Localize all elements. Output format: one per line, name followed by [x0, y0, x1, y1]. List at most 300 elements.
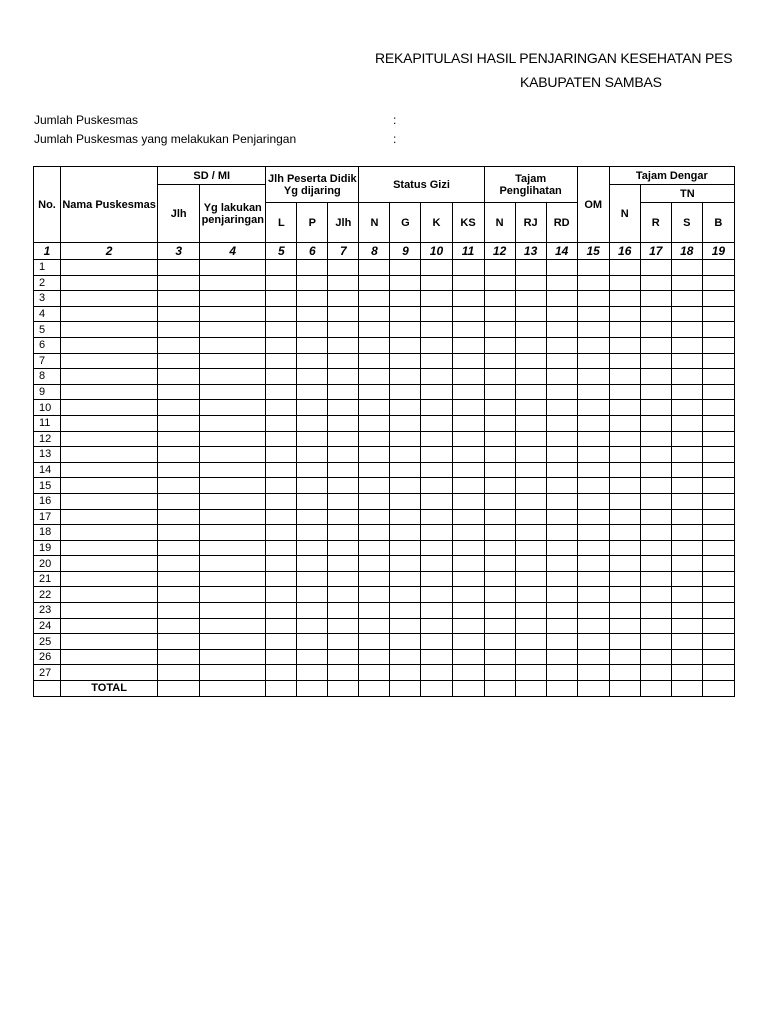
empty-data-cell [61, 603, 158, 619]
empty-data-cell [359, 275, 390, 291]
jumlah-puskesmas-colon: : [393, 113, 397, 127]
empty-data-cell [702, 400, 734, 416]
header-nama-puskesmas: Nama Puskesmas [61, 167, 158, 243]
empty-data-cell [297, 571, 328, 587]
header-om: OM [577, 167, 609, 243]
empty-data-cell [266, 556, 297, 572]
jumlah-penjaringan-colon: : [393, 132, 397, 146]
header-yg-lakukan-penjaringan: Yg lakukan penjaringan [200, 185, 266, 243]
row-number-cell: 25 [34, 634, 61, 650]
empty-data-cell [452, 618, 484, 634]
empty-data-cell [452, 493, 484, 509]
table-row [34, 556, 735, 572]
row-number-cell: 7 [34, 353, 61, 369]
empty-data-cell [421, 431, 452, 447]
empty-data-cell [297, 415, 328, 431]
empty-data-cell [577, 337, 609, 353]
empty-data-cell [61, 415, 158, 431]
empty-data-cell [671, 462, 702, 478]
jumlah-penjaringan-label: Jumlah Puskesmas yang melakukan Penjaringan [34, 132, 297, 146]
header-penglihatan-n: N [484, 203, 515, 243]
empty-data-cell [297, 337, 328, 353]
table-row [34, 353, 735, 369]
empty-data-cell [671, 260, 702, 276]
empty-data-cell [484, 306, 515, 322]
empty-data-cell [515, 275, 546, 291]
empty-data-cell [390, 322, 421, 338]
empty-data-cell [328, 525, 359, 541]
empty-data-cell [577, 556, 609, 572]
empty-data-cell [200, 618, 266, 634]
empty-data-cell [702, 337, 734, 353]
empty-data-cell [640, 462, 671, 478]
header-tajam-dengar: Tajam Dengar [609, 167, 734, 185]
empty-data-cell [515, 447, 546, 463]
empty-data-cell [359, 322, 390, 338]
empty-data-cell [421, 587, 452, 603]
row-number-cell: 9 [34, 384, 61, 400]
empty-data-cell [61, 665, 158, 681]
empty-data-cell [671, 415, 702, 431]
row-number-cell: 19 [34, 540, 61, 556]
empty-data-cell [484, 525, 515, 541]
empty-data-cell [640, 384, 671, 400]
column-number-cell: 11 [452, 243, 484, 260]
empty-data-cell [158, 634, 200, 650]
empty-data-cell [359, 665, 390, 681]
empty-data-cell [266, 384, 297, 400]
table-row [34, 275, 735, 291]
empty-data-cell [328, 337, 359, 353]
empty-data-cell [359, 291, 390, 307]
empty-data-cell [158, 384, 200, 400]
empty-data-cell [702, 353, 734, 369]
empty-data-cell [546, 400, 577, 416]
empty-data-cell [484, 275, 515, 291]
empty-data-cell [421, 260, 452, 276]
empty-data-cell [640, 415, 671, 431]
empty-data-cell [609, 571, 640, 587]
empty-data-cell [577, 603, 609, 619]
empty-data-cell [577, 275, 609, 291]
header-l: L [266, 203, 297, 243]
empty-data-cell [297, 618, 328, 634]
column-number-cell: 13 [515, 243, 546, 260]
empty-data-cell [421, 493, 452, 509]
empty-data-cell [390, 415, 421, 431]
empty-data-cell [266, 587, 297, 603]
empty-data-cell [158, 540, 200, 556]
empty-total-cell [577, 681, 609, 697]
empty-data-cell [390, 603, 421, 619]
empty-data-cell [266, 509, 297, 525]
empty-data-cell [200, 478, 266, 494]
empty-total-cell [452, 681, 484, 697]
empty-data-cell [484, 431, 515, 447]
empty-data-cell [546, 291, 577, 307]
empty-data-cell [702, 384, 734, 400]
row-number-cell: 26 [34, 649, 61, 665]
empty-data-cell [546, 415, 577, 431]
empty-data-cell [359, 260, 390, 276]
empty-data-cell [609, 306, 640, 322]
row-number-cell: 17 [34, 509, 61, 525]
empty-data-cell [266, 540, 297, 556]
empty-data-cell [484, 540, 515, 556]
empty-data-cell [61, 556, 158, 572]
empty-data-cell [61, 275, 158, 291]
empty-data-cell [702, 634, 734, 650]
empty-data-cell [390, 540, 421, 556]
empty-data-cell [421, 618, 452, 634]
empty-data-cell [577, 587, 609, 603]
empty-data-cell [328, 462, 359, 478]
empty-data-cell [297, 291, 328, 307]
empty-data-cell [577, 322, 609, 338]
empty-data-cell [266, 275, 297, 291]
empty-data-cell [671, 431, 702, 447]
empty-data-cell [200, 369, 266, 385]
empty-data-cell [61, 493, 158, 509]
empty-data-cell [515, 400, 546, 416]
empty-data-cell [421, 322, 452, 338]
empty-data-cell [297, 493, 328, 509]
empty-data-cell [421, 525, 452, 541]
empty-data-cell [484, 260, 515, 276]
empty-data-cell [359, 353, 390, 369]
empty-data-cell [266, 260, 297, 276]
empty-data-cell [609, 291, 640, 307]
column-number-row [34, 243, 735, 260]
empty-data-cell [671, 493, 702, 509]
header-dengar-n: N [609, 185, 640, 243]
empty-data-cell [577, 509, 609, 525]
empty-data-cell [609, 525, 640, 541]
empty-data-cell [200, 525, 266, 541]
empty-data-cell [609, 260, 640, 276]
empty-data-cell [297, 306, 328, 322]
empty-data-cell [390, 260, 421, 276]
empty-data-cell [640, 322, 671, 338]
empty-data-cell [546, 306, 577, 322]
row-number-cell: 4 [34, 306, 61, 322]
column-number-cell: 1 [34, 243, 61, 260]
empty-data-cell [390, 431, 421, 447]
header-gizi-g: G [390, 203, 421, 243]
empty-data-cell [158, 665, 200, 681]
empty-data-cell [702, 493, 734, 509]
empty-data-cell [640, 369, 671, 385]
empty-data-cell [609, 447, 640, 463]
empty-data-cell [546, 275, 577, 291]
empty-data-cell [328, 556, 359, 572]
empty-data-cell [484, 291, 515, 307]
table-row [34, 400, 735, 416]
empty-data-cell [640, 525, 671, 541]
empty-data-cell [200, 462, 266, 478]
row-number-cell: 2 [34, 275, 61, 291]
header-jlh-peserta-didik: Jlh Peserta Didik Yg dijaring [266, 167, 359, 203]
empty-data-cell [546, 337, 577, 353]
table-row [34, 415, 735, 431]
empty-data-cell [515, 353, 546, 369]
empty-data-cell [421, 571, 452, 587]
empty-data-cell [359, 493, 390, 509]
empty-data-cell [702, 571, 734, 587]
empty-data-cell [609, 431, 640, 447]
row-number-cell: 27 [34, 665, 61, 681]
empty-data-cell [577, 493, 609, 509]
empty-total-cell [200, 681, 266, 697]
empty-data-cell [328, 634, 359, 650]
empty-data-cell [158, 603, 200, 619]
empty-data-cell [671, 603, 702, 619]
empty-data-cell [421, 478, 452, 494]
empty-data-cell [640, 431, 671, 447]
empty-data-cell [266, 431, 297, 447]
header-tn-r: R [640, 203, 671, 243]
empty-data-cell [702, 462, 734, 478]
empty-data-cell [484, 415, 515, 431]
empty-data-cell [546, 447, 577, 463]
empty-data-cell [609, 649, 640, 665]
empty-data-cell [421, 415, 452, 431]
empty-data-cell [609, 337, 640, 353]
total-row [34, 681, 735, 697]
empty-data-cell [266, 665, 297, 681]
empty-data-cell [577, 571, 609, 587]
empty-data-cell [390, 400, 421, 416]
empty-data-cell [452, 509, 484, 525]
empty-data-cell [61, 447, 158, 463]
empty-data-cell [297, 587, 328, 603]
empty-data-cell [515, 665, 546, 681]
empty-data-cell [702, 665, 734, 681]
row-number-cell: 6 [34, 337, 61, 353]
empty-data-cell [359, 649, 390, 665]
row-number-cell: 18 [34, 525, 61, 541]
empty-data-cell [359, 556, 390, 572]
report-title-line-2: KABUPATEN SAMBAS [520, 74, 662, 90]
empty-data-cell [200, 571, 266, 587]
empty-data-cell [297, 462, 328, 478]
empty-total-cell [484, 681, 515, 697]
empty-data-cell [702, 509, 734, 525]
empty-data-cell [577, 260, 609, 276]
empty-data-cell [297, 275, 328, 291]
empty-data-cell [577, 478, 609, 494]
empty-data-cell [328, 603, 359, 619]
empty-data-cell [158, 493, 200, 509]
empty-data-cell [515, 571, 546, 587]
empty-data-cell [452, 369, 484, 385]
empty-data-cell [546, 618, 577, 634]
empty-data-cell [609, 509, 640, 525]
empty-data-cell [640, 665, 671, 681]
header-gizi-n: N [359, 203, 390, 243]
empty-data-cell [671, 571, 702, 587]
empty-data-cell [390, 509, 421, 525]
empty-data-cell [328, 493, 359, 509]
empty-data-cell [328, 540, 359, 556]
table-row [34, 509, 735, 525]
empty-data-cell [546, 509, 577, 525]
empty-data-cell [61, 634, 158, 650]
empty-data-cell [452, 525, 484, 541]
column-number-cell: 2 [61, 243, 158, 260]
empty-total-cell [546, 681, 577, 697]
empty-data-cell [671, 618, 702, 634]
empty-data-cell [158, 291, 200, 307]
empty-data-cell [200, 322, 266, 338]
empty-data-cell [359, 525, 390, 541]
empty-data-cell [702, 478, 734, 494]
empty-total-cell [609, 681, 640, 697]
empty-data-cell [484, 353, 515, 369]
empty-data-cell [200, 431, 266, 447]
empty-data-cell [609, 618, 640, 634]
empty-data-cell [484, 369, 515, 385]
empty-data-cell [640, 291, 671, 307]
row-number-cell: 15 [34, 478, 61, 494]
empty-data-cell [671, 322, 702, 338]
empty-data-cell [702, 649, 734, 665]
empty-data-cell [609, 603, 640, 619]
table-row [34, 369, 735, 385]
table-row [34, 306, 735, 322]
empty-data-cell [266, 462, 297, 478]
empty-data-cell [671, 525, 702, 541]
empty-total-cell [390, 681, 421, 697]
empty-data-cell [671, 337, 702, 353]
empty-data-cell [200, 353, 266, 369]
empty-data-cell [515, 337, 546, 353]
empty-data-cell [484, 384, 515, 400]
empty-data-cell [484, 493, 515, 509]
empty-data-cell [266, 478, 297, 494]
empty-data-cell [577, 306, 609, 322]
empty-data-cell [61, 337, 158, 353]
empty-data-cell [452, 353, 484, 369]
empty-data-cell [577, 649, 609, 665]
rekap-table [33, 166, 735, 697]
empty-data-cell [484, 603, 515, 619]
empty-data-cell [702, 447, 734, 463]
empty-data-cell [297, 649, 328, 665]
empty-data-cell [609, 665, 640, 681]
empty-data-cell [702, 525, 734, 541]
empty-data-cell [452, 603, 484, 619]
column-number-cell: 14 [546, 243, 577, 260]
empty-data-cell [640, 509, 671, 525]
empty-data-cell [390, 571, 421, 587]
empty-data-cell [546, 384, 577, 400]
empty-data-cell [546, 556, 577, 572]
empty-data-cell [328, 306, 359, 322]
row-number-cell: 12 [34, 431, 61, 447]
empty-data-cell [200, 400, 266, 416]
empty-data-cell [390, 556, 421, 572]
empty-data-cell [421, 291, 452, 307]
header-sd-mi: SD / MI [158, 167, 266, 185]
empty-data-cell [484, 322, 515, 338]
empty-data-cell [61, 260, 158, 276]
table-row [34, 493, 735, 509]
empty-data-cell [328, 291, 359, 307]
empty-data-cell [200, 634, 266, 650]
empty-data-cell [328, 649, 359, 665]
empty-data-cell [671, 540, 702, 556]
empty-data-cell [200, 587, 266, 603]
empty-data-cell [452, 587, 484, 603]
empty-data-cell [359, 462, 390, 478]
empty-data-cell [546, 322, 577, 338]
empty-data-cell [390, 493, 421, 509]
row-number-cell: 21 [34, 571, 61, 587]
empty-data-cell [640, 634, 671, 650]
empty-data-cell [546, 369, 577, 385]
empty-data-cell [61, 618, 158, 634]
empty-data-cell [266, 322, 297, 338]
empty-data-cell [609, 478, 640, 494]
empty-data-cell [452, 649, 484, 665]
table-row [34, 618, 735, 634]
empty-data-cell [266, 571, 297, 587]
empty-data-cell [421, 337, 452, 353]
empty-data-cell [452, 337, 484, 353]
empty-data-cell [421, 634, 452, 650]
empty-data-cell [297, 447, 328, 463]
table-row [34, 603, 735, 619]
empty-data-cell [421, 665, 452, 681]
column-number-cell: 19 [702, 243, 734, 260]
empty-data-cell [671, 275, 702, 291]
empty-data-cell [390, 384, 421, 400]
table-row [34, 291, 735, 307]
empty-data-cell [452, 322, 484, 338]
row-number-cell: 5 [34, 322, 61, 338]
empty-data-cell [359, 384, 390, 400]
empty-data-cell [452, 400, 484, 416]
table-row [34, 384, 735, 400]
empty-data-cell [421, 509, 452, 525]
empty-data-cell [546, 649, 577, 665]
empty-data-cell [515, 431, 546, 447]
header-tn: TN [640, 185, 734, 203]
row-number-cell: 14 [34, 462, 61, 478]
empty-total-cell [328, 681, 359, 697]
empty-data-cell [158, 353, 200, 369]
empty-data-cell [61, 291, 158, 307]
empty-total-cell [266, 681, 297, 697]
empty-data-cell [328, 618, 359, 634]
empty-data-cell [609, 415, 640, 431]
jumlah-puskesmas-label: Jumlah Puskesmas [34, 113, 139, 127]
header-p: P [297, 203, 328, 243]
empty-data-cell [515, 369, 546, 385]
empty-data-cell [328, 587, 359, 603]
empty-data-cell [390, 353, 421, 369]
empty-data-cell [484, 556, 515, 572]
empty-data-cell [609, 400, 640, 416]
empty-data-cell [359, 571, 390, 587]
table-body [34, 243, 735, 697]
empty-data-cell [546, 540, 577, 556]
table-row [34, 525, 735, 541]
empty-data-cell [297, 260, 328, 276]
column-number-cell: 8 [359, 243, 390, 260]
empty-data-cell [61, 384, 158, 400]
